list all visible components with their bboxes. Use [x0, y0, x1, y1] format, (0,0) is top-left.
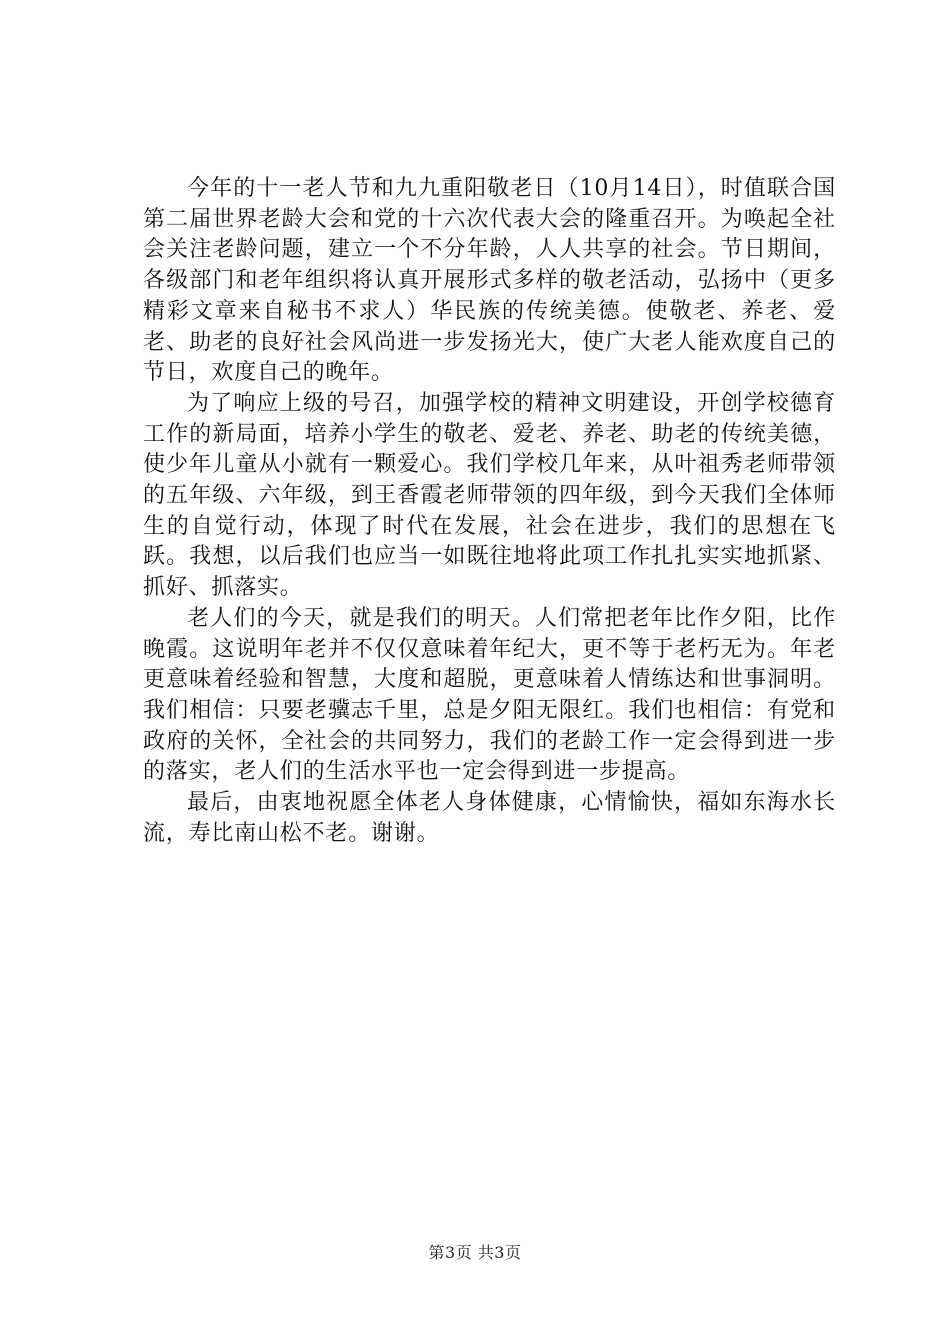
paragraph-3: 老人们的今天，就是我们的明天。人们常把老年比作夕阳，比作晚霞。这说明年老并不仅仅意味着年纪大，更不等于老朽无为。年老更意味着经验和智慧，大度和超脱，更意味着人情练达和世事洞明。我们相信：只要老骥志千里，总是夕阳无限红。我们也相信：有党和政府的关怀，全社会的共同努力，我们的老龄工作一定会得到进一步的落实，老人们的生活水平也一定会得到进一步提高。	[143, 605, 836, 785]
page-number-footer: 第3页 共3页	[428, 1243, 522, 1262]
document-body	[143, 174, 836, 849]
paragraph-4: 最后，由衷地祝愿全体老人身体健康，心情愉快，福如东海水长流，寿比南山松不老。谢谢。	[143, 790, 836, 846]
paragraph-1: 今年的十一老人节和九九重阳敬老日（10月14日），时值联合国第二届世界老龄大会和党的十六次代表大会的隆重召开。为唤起全社会关注老龄问题，建立一个不分年龄，人人共享的社会。节日期间，各级部门和老年组织将认真开展形式多样的敬老活动，弘扬中（更多精彩文章来自秘书不求人）华民族的传统美德。使敬老、养老、爱老、助老的良好社会风尚进一步发扬光大，使广大老人能欢度自己的节日，欢度自己的晚年。	[143, 176, 836, 386]
paragraph-2: 为了响应上级的号召，加强学校的精神文明建设，开创学校德育工作的新局面，培养小学生的敬老、爱老、养老、助老的传统美德，使少年儿童从小就有一颗爱心。我们学校几年来，从叶祖秀老师带领的五年级、六年级，到王香霞老师带领的四年级，到今天我们全体师生的自觉行动，体现了时代在发展，社会在进步，我们的思想在飞跃。我想，以后我们也应当一如既往地将此项工作扎扎实实地抓紧、抓好、抓落实。	[143, 390, 836, 601]
